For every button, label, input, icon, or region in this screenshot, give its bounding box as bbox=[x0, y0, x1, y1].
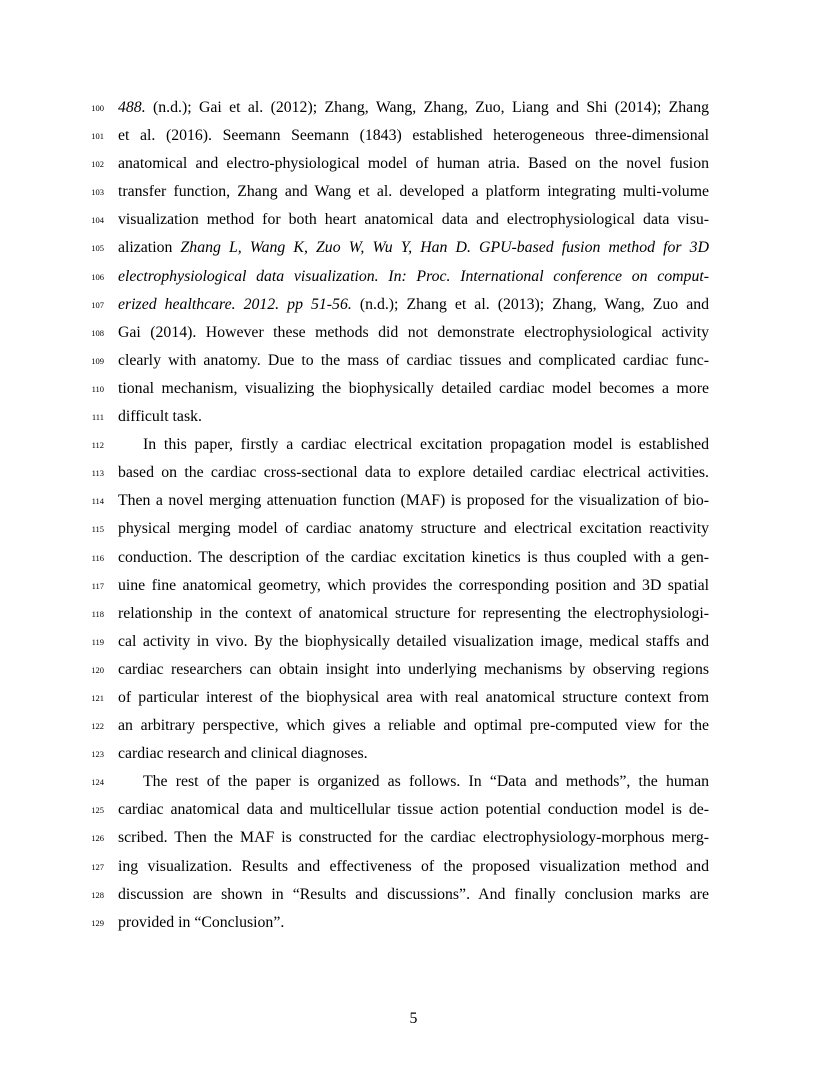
line-number: 119 bbox=[91, 636, 104, 647]
line-text bbox=[118, 881, 709, 909]
text-line bbox=[0, 459, 827, 487]
line-number: 126 bbox=[91, 833, 104, 844]
line-number: 122 bbox=[91, 721, 104, 732]
text-line bbox=[0, 291, 827, 319]
text-run: In this paper, firstly a cardiac electrical excitation propagation model is established bbox=[143, 436, 709, 454]
text-run: uine fine anatomical geometry, which provides the corresponding position and 3D spatial bbox=[118, 576, 709, 594]
italic-citation: 488. bbox=[118, 99, 146, 116]
text-line bbox=[0, 740, 827, 768]
line-number: 116 bbox=[91, 552, 104, 563]
line-number: 109 bbox=[91, 355, 104, 366]
text-line bbox=[0, 431, 827, 459]
line-number: 123 bbox=[91, 749, 104, 760]
text-run: Gai (2014). However these methods did not demonstrate electrophysiological activity bbox=[118, 323, 709, 341]
text-run: transfer function, Zhang and Wang et al. developed a platform integrating multi-volume bbox=[118, 183, 709, 201]
italic-citation: Zhang L, Wang K, Zuo W, Wu Y, Han D. GPU-based fusion method for 3D bbox=[180, 239, 709, 257]
text-run: (n.d.); Gai et al. (2012); Zhang, Wang, Zhang, Zuo, Liang and Shi (2014); Zhang bbox=[145, 99, 709, 116]
line-text bbox=[118, 572, 709, 600]
line-number: 104 bbox=[91, 215, 104, 226]
line-text bbox=[118, 347, 709, 375]
line-text bbox=[118, 291, 709, 319]
line-text bbox=[118, 853, 709, 881]
line-text bbox=[118, 544, 709, 572]
line-text bbox=[118, 600, 709, 628]
page-number: 5 bbox=[409, 1010, 418, 1027]
line-number: 117 bbox=[91, 580, 104, 591]
line-number: 125 bbox=[91, 805, 104, 816]
line-text bbox=[118, 150, 709, 178]
text-run: anatomical and electro-physiological model of human atria. Based on the novel fusion bbox=[118, 155, 709, 173]
text-line bbox=[0, 487, 827, 515]
text-line bbox=[0, 768, 827, 796]
line-number: 118 bbox=[91, 608, 104, 619]
line-text bbox=[118, 263, 709, 291]
text-run: discussion are shown in “Results and discussions”. And finally conclusion marks are bbox=[118, 885, 709, 903]
line-text bbox=[118, 319, 709, 347]
line-text bbox=[118, 94, 709, 122]
text-run: alization bbox=[118, 239, 181, 257]
text-line bbox=[0, 628, 827, 656]
line-number: 127 bbox=[91, 861, 104, 872]
text-run: of particular interest of the biophysical area with real anatomical structure context from bbox=[118, 688, 709, 706]
line-text bbox=[118, 684, 709, 712]
text-line bbox=[0, 656, 827, 684]
text-run: conduction. The description of the cardiac excitation kinetics is thus coupled with a gen- bbox=[118, 548, 709, 566]
text-run: Then a novel merging attenuation function (MAF) is proposed for the visualization of bio- bbox=[118, 492, 709, 510]
text-line bbox=[0, 178, 827, 206]
text-line bbox=[0, 881, 827, 909]
text-run: ing visualization. Results and effectiveness of the proposed visualization method and bbox=[118, 857, 709, 875]
line-text bbox=[118, 375, 709, 403]
line-number: 111 bbox=[91, 412, 104, 423]
line-number: 101 bbox=[91, 131, 104, 142]
text-run: (n.d.); Zhang et al. (2013); Zhang, Wang, Zuo and bbox=[351, 295, 709, 313]
line-text bbox=[118, 740, 709, 768]
line-text bbox=[118, 628, 709, 656]
text-line bbox=[0, 712, 827, 740]
line-number: 113 bbox=[91, 468, 104, 479]
text-run: The rest of the paper is organized as follows. In “Data and methods”, the human bbox=[143, 773, 709, 791]
text-run: an arbitrary perspective, which gives a reliable and optimal pre-computed view for the bbox=[118, 717, 709, 735]
text-run: cardiac researchers can obtain insight into underlying mechanisms by observing regions bbox=[118, 660, 709, 678]
line-text bbox=[118, 824, 709, 852]
text-line bbox=[0, 150, 827, 178]
text-line bbox=[0, 94, 827, 122]
text-run: cal activity in vivo. By the biophysically detailed visualization image, medical staffs and bbox=[118, 632, 709, 650]
text-line bbox=[0, 122, 827, 150]
line-text bbox=[118, 656, 709, 684]
text-line bbox=[0, 375, 827, 403]
italic-citation: electrophysiological data visualization. In: Proc. International conference on comput- bbox=[118, 267, 709, 285]
italic-citation: erized healthcare. 2012. pp 51-56. bbox=[118, 295, 352, 313]
line-text bbox=[118, 459, 709, 487]
line-number: 106 bbox=[91, 271, 104, 282]
text-run: provided in “Conclusion”. bbox=[118, 913, 285, 931]
text-line bbox=[0, 544, 827, 572]
line-text bbox=[118, 234, 709, 262]
line-number: 108 bbox=[91, 327, 104, 338]
text-run: clearly with anatomy. Due to the mass of cardiac tissues and complicated cardiac func- bbox=[118, 351, 709, 369]
line-text bbox=[118, 178, 709, 206]
text-line bbox=[0, 796, 827, 824]
text-line bbox=[0, 206, 827, 234]
text-run: visualization method for both heart anatomical data and electrophysiological data visu- bbox=[118, 211, 709, 229]
text-line bbox=[0, 600, 827, 628]
line-number: 110 bbox=[91, 383, 104, 394]
line-text bbox=[143, 768, 709, 796]
text-line bbox=[0, 824, 827, 852]
text-line bbox=[0, 403, 827, 431]
text-line bbox=[0, 909, 827, 937]
text-line bbox=[0, 515, 827, 543]
text-line bbox=[0, 234, 827, 262]
line-number: 115 bbox=[91, 524, 104, 535]
line-number: 124 bbox=[91, 777, 104, 788]
line-text bbox=[118, 122, 709, 150]
line-text bbox=[118, 206, 709, 234]
text-run: difficult task. bbox=[118, 408, 202, 426]
line-number: 112 bbox=[91, 440, 104, 451]
line-number: 129 bbox=[91, 917, 104, 928]
line-number: 103 bbox=[91, 187, 104, 198]
line-text bbox=[143, 431, 709, 459]
line-text bbox=[118, 403, 709, 431]
line-number: 100 bbox=[91, 103, 104, 113]
text-line bbox=[0, 572, 827, 600]
text-line bbox=[0, 684, 827, 712]
text-line bbox=[0, 853, 827, 881]
text-run: et al. (2016). Seemann Seemann (1843) established heterogeneous three-dimensional bbox=[118, 127, 709, 145]
text-line bbox=[0, 319, 827, 347]
line-number: 128 bbox=[91, 889, 104, 900]
text-run: cardiac research and clinical diagnoses. bbox=[118, 745, 368, 763]
line-text bbox=[118, 515, 709, 543]
line-text bbox=[118, 712, 709, 740]
text-run: scribed. Then the MAF is constructed for the cardiac electrophysiology-morphous merg- bbox=[118, 829, 709, 847]
text-run: physical merging model of cardiac anatomy structure and electrical excitation reactivity bbox=[118, 520, 709, 538]
text-run: relationship in the context of anatomical structure for representing the electrophysiologi- bbox=[118, 604, 709, 622]
line-number: 121 bbox=[91, 692, 104, 703]
line-number: 107 bbox=[91, 299, 104, 310]
line-number: 114 bbox=[91, 496, 104, 507]
text-line bbox=[0, 347, 827, 375]
text-run: based on the cardiac cross-sectional data to explore detailed cardiac electrical activities. bbox=[118, 464, 709, 482]
text-run: cardiac anatomical data and multicellular tissue action potential conduction model is de- bbox=[118, 801, 709, 819]
text-run: tional mechanism, visualizing the biophysically detailed cardiac model becomes a more bbox=[118, 379, 709, 397]
line-number: 120 bbox=[91, 664, 104, 675]
text-line bbox=[0, 263, 827, 291]
line-number: 102 bbox=[91, 159, 104, 170]
line-text bbox=[118, 796, 709, 824]
body-text bbox=[0, 94, 827, 937]
line-text bbox=[118, 487, 709, 515]
line-number: 105 bbox=[91, 243, 104, 254]
line-text bbox=[118, 909, 709, 937]
